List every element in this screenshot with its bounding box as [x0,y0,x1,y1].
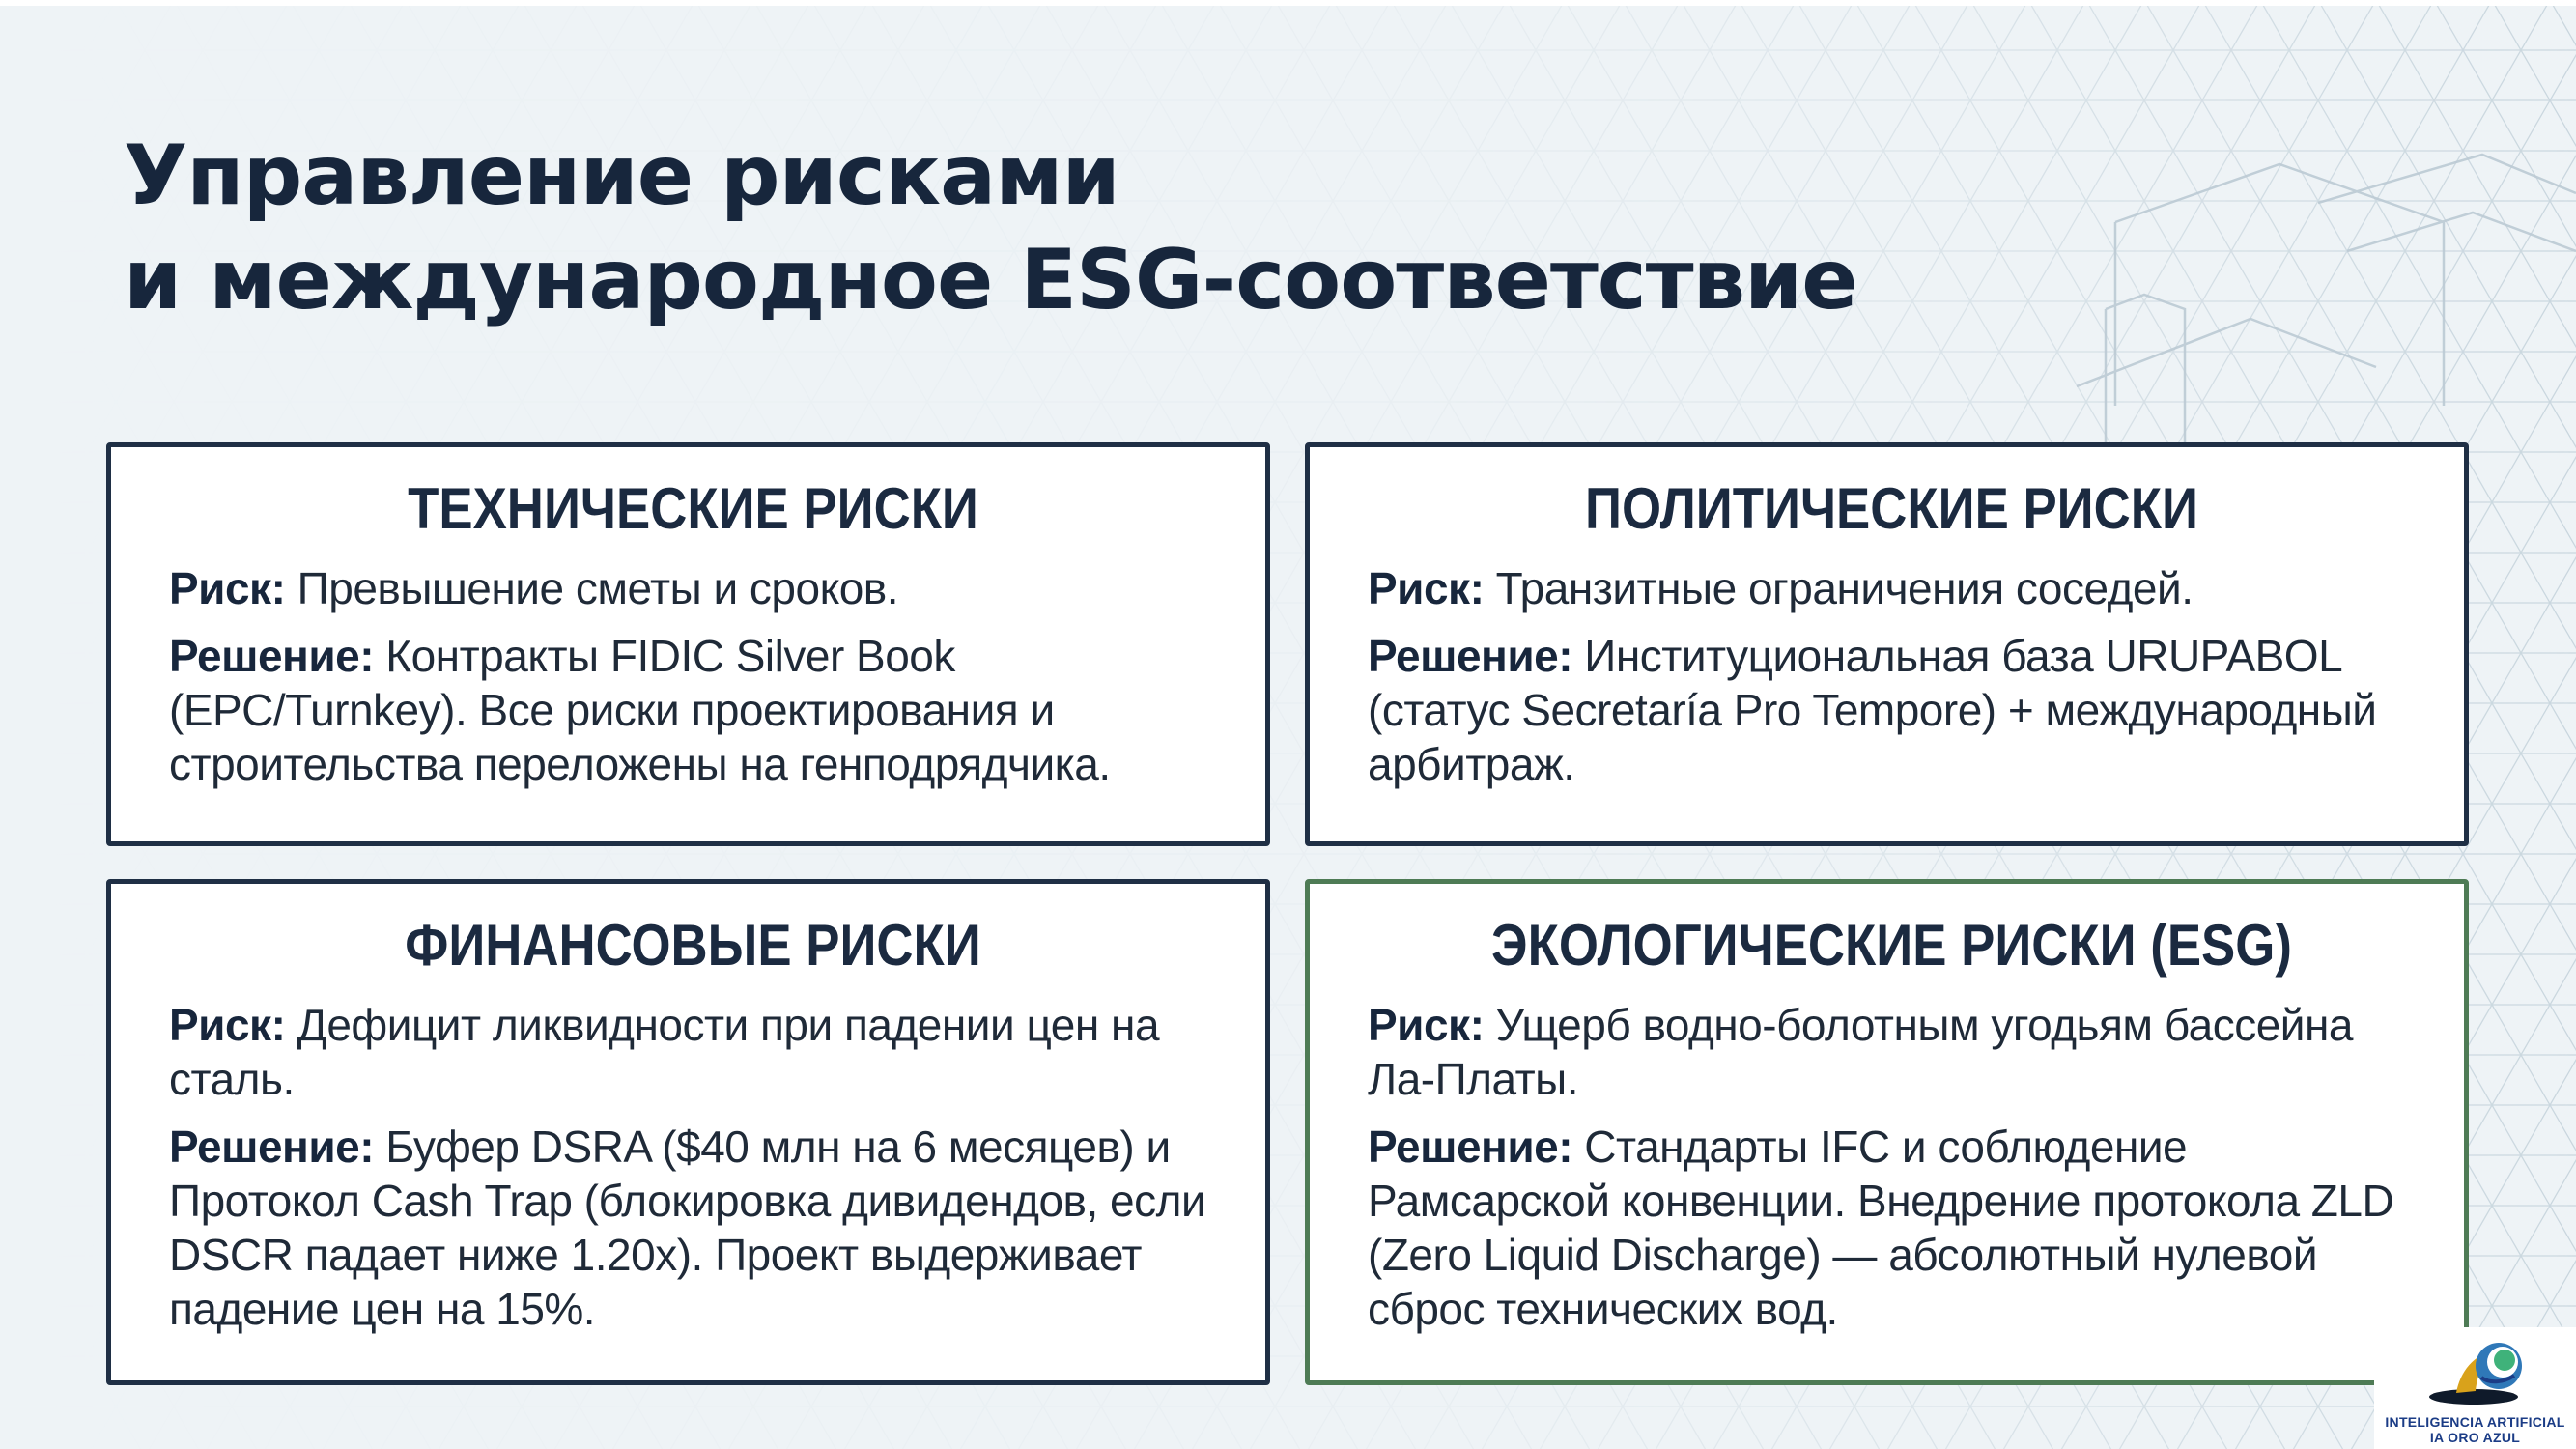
risk-text: Транзитные ограничения соседей. [1484,563,2194,613]
logo-text-line-1: INTELIGENCIA ARTIFICIAL [2385,1414,2565,1430]
solution-paragraph [1368,1120,2416,1336]
card-title: ЭКОЛОГИЧЕСКИЕ РИСКИ (ESG) [1491,913,2292,978]
logo-emblem-icon [2418,1333,2534,1414]
solution-label: Решение: [1368,1122,1573,1172]
slide-title-line-2: и международное ESG-соответствие [124,232,1857,328]
political-risks-card [1305,442,2469,846]
solution-label: Решение: [1368,631,1573,681]
risk-text: Превышение сметы и сроков. [285,563,899,613]
technical-risks-card [106,442,1270,846]
solution-paragraph [1368,629,2416,791]
risk-label: Риск: [169,1000,286,1050]
solution-text: Контракты FIDIC Silver Book (EPC/Turnkey). Все риски проектирования и строительства переложены на генподрядчика. [169,631,1111,789]
slide-title-line-1: Управление рисками [124,128,1119,224]
logo-text-line-2: IA ORO AZUL [2429,1430,2521,1445]
solution-label: Решение: [169,1122,375,1172]
risk-text: Дефицит ликвидности при падении цен на сталь. [169,1000,1160,1104]
risk-label: Риск: [1368,563,1485,613]
solution-paragraph [169,1120,1217,1336]
solution-text: Буфер DSRA ($40 млн на 6 месяцев) и Протокол Cash Trap (блокировка дивидендов, если DSCR падает ниже 1.20x). Проект выдерживает падение цен на 15%. [169,1122,1206,1334]
ia-oro-azul-logo [2374,1327,2576,1449]
risk-paragraph [169,998,1217,1106]
solution-text: Институциональная база URUPABOL (статус Secretaría Pro Tempore) + международный арбитраж. [1368,631,2377,789]
card-title: ПОЛИТИЧЕСКИЕ РИСКИ [1585,476,2198,541]
risk-label: Риск: [1368,1000,1485,1050]
risk-paragraph [1368,561,2416,615]
risk-paragraph [1368,998,2416,1106]
risk-label: Риск: [169,563,286,613]
risk-paragraph [169,561,1217,615]
financial-risks-card [106,879,1270,1385]
ecological-risks-card [1305,879,2469,1385]
solution-label: Решение: [169,631,375,681]
card-title: ФИНАНСОВЫЕ РИСКИ [405,913,981,978]
solution-text: Стандарты IFC и соблюдение Рамсарской конвенции. Внедрение протокола ZLD (Zero Liquid Discharge) — абсолютный нулевой сброс технических вод. [1368,1122,2394,1334]
risk-text: Ущерб водно-болотным угодьям бассейна Ла-Платы. [1368,1000,2353,1104]
solution-paragraph [169,629,1217,791]
card-title: ТЕХНИЧЕСКИЕ РИСКИ [408,476,978,541]
slide-title [124,124,1857,332]
